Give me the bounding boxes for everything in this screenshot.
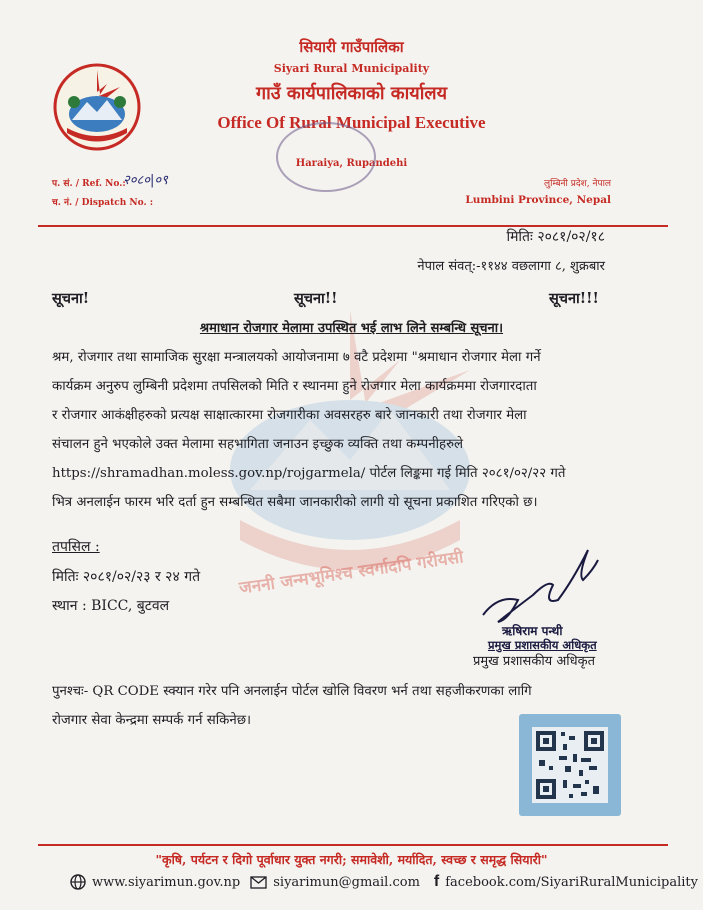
ref-value: २०८०|०९: [123, 173, 168, 188]
watermark-motto: जननी जन्मभूमिश्च स्वर्गादपि गरीयसी: [237, 547, 465, 599]
notice-paragraph: [52, 343, 667, 517]
date-line: मितिः २०८१/०२/१८: [506, 229, 605, 245]
email-icon: [250, 876, 267, 889]
office-stamp: [276, 122, 376, 192]
facebook-icon: f: [433, 873, 440, 890]
notice-label-2: सूचना!!: [294, 290, 338, 307]
office-name-np: गाउँ कार्यपालिकाको कार्यालय: [255, 83, 448, 104]
nepal-samvat-line: नेपाल संवत्:-११४४ वछलागा ८, शुक्रबार: [417, 259, 605, 274]
dispatch-label: च. नं. / Dispatch No. :: [52, 198, 154, 208]
qr-code[interactable]: [519, 714, 621, 816]
details-date: मितिः २०८१/०२/२३ र २४ गते: [52, 569, 201, 585]
paragraph-line: https://shramadhan.moless.gov.np/rojgarmela/ पोर्टल लिङ्कमा गई मिति २०८१/०२/२२ गते: [52, 466, 566, 481]
footer-contacts: [70, 873, 698, 891]
province-en: Lumbini Province, Nepal: [465, 194, 611, 206]
email-link[interactable]: siyarimun@gmail.com: [273, 874, 420, 890]
notice-subject: श्रमाधान रोजगार मेलामा उपस्थित भई लाभ लिने सम्बन्धि सूचना।: [199, 321, 504, 336]
signatory-stamp-title: प्रमुख प्रशासकीय अधिकृत: [488, 638, 597, 652]
office-location: Haraiya, Rupandehi: [295, 158, 408, 169]
signature: [478, 540, 608, 630]
details-place: स्थान : BICC, बुटवल: [52, 598, 170, 614]
municipality-name-np: सियारी गाउँपालिका: [299, 38, 404, 56]
postscript-line: रोजगार सेवा केन्द्रमा सम्पर्क गर्न सकिनेछ।: [52, 713, 252, 728]
website-link[interactable]: www.siyarimun.gov.np: [92, 874, 241, 890]
footer-divider: [38, 844, 668, 846]
qr-code-icon: [519, 714, 621, 816]
paragraph-line: र रोजगार आकंक्षीहरुको प्रत्यक्ष साक्षात्कारमा रोजगारीका अवसरहरु बारे जानकारी तथा रोजगार मेला: [52, 408, 527, 423]
signatory-title: प्रमुख प्रशासकीय अधिकृत: [473, 654, 596, 669]
paragraph-line: श्रम, रोजगार तथा सामाजिक सुरक्षा मन्त्रालयको आयोजनामा ७ वटै प्रदेशमा "श्रमाधान रोजगार मेला गर्ने: [52, 350, 541, 365]
paragraph-line: कार्यक्रम अनुरुप लुम्बिनी प्रदेशमा तपसिलको मिति र स्थानमा हुने रोजगार मेला कार्यक्रममा रोजगारदाता: [52, 379, 537, 394]
signatory-name: ऋषिराम पन्थी: [502, 624, 563, 638]
footer-slogan: "कृषि, पर्यटन र दिगो पूर्वाधार युक्त नगरी; समावेशी, मर्यादित, स्वच्छ र समृद्ध सियारी": [155, 852, 548, 867]
office-name-en: Office Of Rural Municipal Executive: [217, 113, 486, 132]
nepal-emblem-icon: [52, 62, 142, 152]
notice-label-1: सूचना!: [52, 290, 90, 307]
municipality-name-en: Siyari Rural Municipality: [273, 62, 430, 75]
globe-icon: [70, 874, 86, 890]
details-heading: तपसिल :: [52, 539, 100, 555]
notice-label-3: सूचना!!!: [549, 290, 599, 307]
province-np: लुम्बिनी प्रदेश, नेपाल: [544, 179, 611, 189]
paragraph-line: संचालन हुने भएकोले उक्त मेलामा सहभागिता जनाउन इच्छुक व्यक्ति तथा कम्पनीहरुले: [52, 437, 464, 452]
postscript-line: पुनश्चः- QR CODE स्क्यान गरेर पनि अनलाईन पोर्टल खोलि विवरण भर्न तथा सहजीकरणका लागि: [52, 684, 532, 699]
ref-label: प. सं. / Ref. No.:: [52, 179, 126, 189]
facebook-link[interactable]: facebook.com/SiyariRuralMunicipality: [445, 874, 698, 890]
paragraph-line: भित्र अनलाईन फारम भरि दर्ता हुन सम्बन्धित सबैमा जानकारीको लागी यो सूचना प्रकाशित गरिएको छ।: [52, 495, 538, 510]
